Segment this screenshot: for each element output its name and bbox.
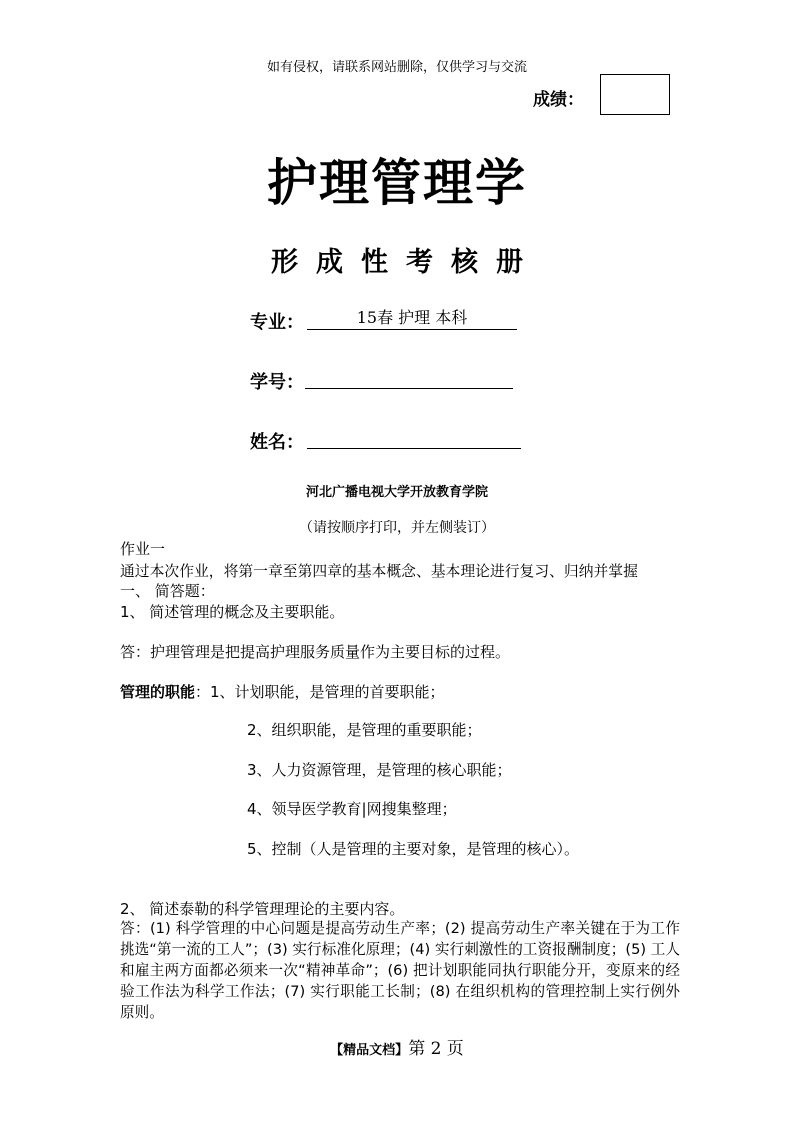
function-item-5: 5、控制（人是管理的主要对象，是管理的核心）。 <box>247 840 580 858</box>
major-label: 专业： <box>250 312 304 333</box>
copyright-notice: 如有侵权，请联系网站删除，仅供学习与交流 <box>266 60 527 75</box>
question-1: 1、 简述管理的概念及主要职能。 <box>120 603 345 621</box>
section-heading: 一、 简答题： <box>120 582 215 600</box>
major-field: 15春 护理 本科 <box>307 305 517 330</box>
page-number: 第 2 页 <box>408 1039 464 1059</box>
score-label: 成绩： <box>533 90 584 110</box>
score-box <box>600 74 670 115</box>
functions-line <box>120 681 445 702</box>
page-footer <box>0 1034 794 1059</box>
assignment-title: 作业一 <box>120 540 166 558</box>
functions-label: 管理的职能 <box>120 683 196 701</box>
name-field <box>307 424 521 449</box>
answer-1: 答：护理管理是把提高护理服务质量作为主要目标的过程。 <box>120 643 511 661</box>
function-item-3: 3、人力资源管理，是管理的核心职能； <box>247 761 512 779</box>
student-id-field <box>305 364 513 389</box>
function-item-1: ：1、计划职能，是管理的首要职能； <box>195 683 445 701</box>
function-item-4: 4、领导医学教育|网搜集整理； <box>247 800 457 818</box>
institution-name: 河北广播电视大学开放教育学院 <box>305 485 488 500</box>
footer-tag: 【精品文档】 <box>330 1043 409 1058</box>
name-label: 姓名： <box>250 432 304 453</box>
question-2: 2、 简述泰勒的科学管理理论的主要内容。 <box>120 900 405 918</box>
document-subtitle: 形成性考核册 <box>271 247 541 278</box>
student-id-label: 学号： <box>250 372 304 393</box>
document-title: 护理管理学 <box>267 154 527 212</box>
print-hint: （请按顺序打印，并左侧装订） <box>299 520 495 536</box>
assignment-intro: 通过本次作业，将第一章至第四章的基本概念、基本理论进行复习、归纳并掌握 <box>120 563 638 580</box>
answer-2: 答：(1) 科学管理的中心问题是提高劳动生产率；(2) 提高劳动生产率关键在于为工作挑选“第一流的工人”；(3) 实行标准化原理；(4) 实行刺激性的工资报酬制度；(5) 工人和雇主两方面都必须来一次“精神革命”；(6) 把计划职能同执行职能分开，变原来的经验工作法为科学工作法；(7) 实行职能工长制；(8) 在组织机构的管理控制上实行例外原则。 <box>120 920 680 1021</box>
function-item-2: 2、组织职能，是管理的重要职能； <box>247 721 482 739</box>
